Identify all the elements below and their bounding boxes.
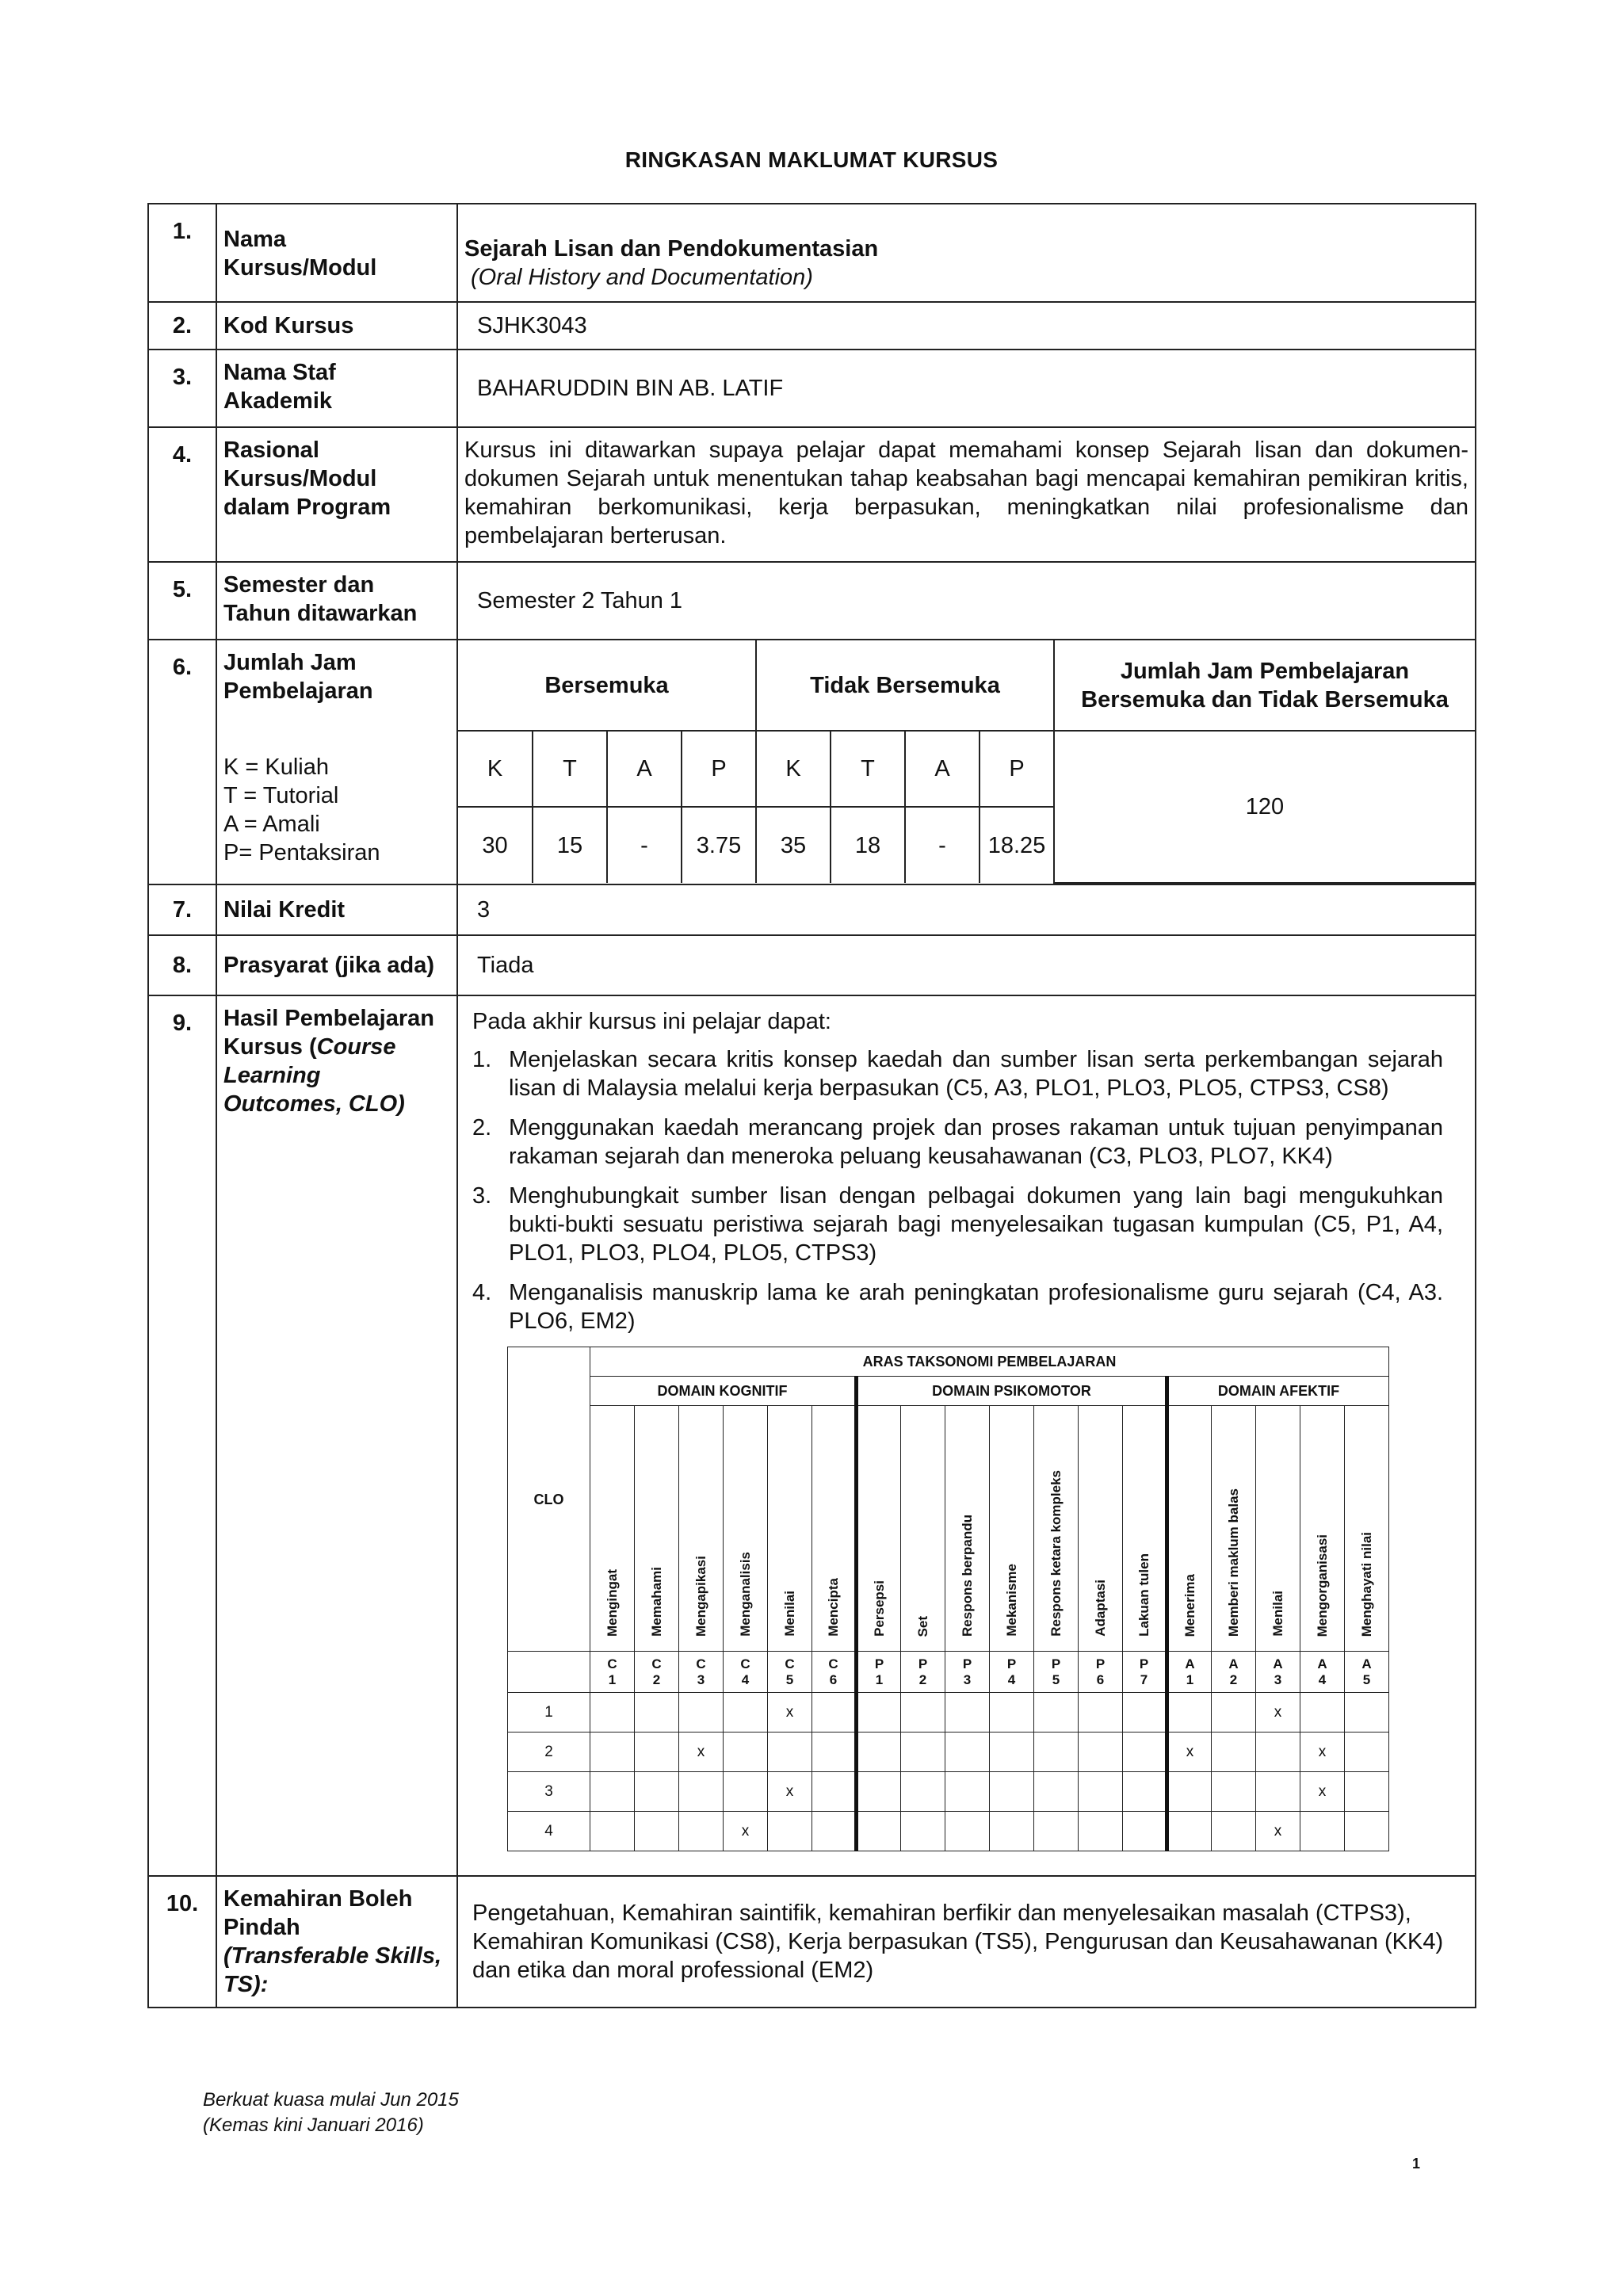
taxonomy-mark	[679, 1693, 724, 1733]
clo-item	[472, 1114, 1443, 1171]
code-letter: P	[962, 1656, 972, 1671]
row-label: Kod Kursus	[216, 302, 457, 350]
code-number: 1	[875, 1671, 884, 1687]
clo-text: Menganalisis manuskrip lama ke arah peningkatan profesionalisme guru sejarah (C4, A3. PLO6, EM2)	[509, 1280, 1443, 1334]
taxonomy-row	[508, 1772, 1389, 1812]
row-prerequisite	[148, 935, 1476, 995]
taxonomy-code	[1167, 1652, 1212, 1693]
clo-item	[472, 1278, 1443, 1335]
taxonomy-mark	[724, 1772, 768, 1812]
taxonomy-mark	[724, 1693, 768, 1733]
taxonomy-clo-header: CLO	[508, 1347, 590, 1652]
taxonomy-level-label: Mencipta	[825, 1578, 841, 1637]
hours-letter: K	[458, 731, 533, 807]
clo-item	[472, 1045, 1443, 1102]
taxonomy-mark	[1212, 1812, 1256, 1851]
row-number: 2.	[148, 302, 216, 350]
taxonomy-mark	[857, 1693, 901, 1733]
row-number: 8.	[148, 935, 216, 995]
code-letter: A	[1228, 1656, 1239, 1671]
taxonomy-level-label: Menerima	[1182, 1573, 1197, 1637]
taxonomy-code	[1345, 1652, 1389, 1693]
taxonomy-code	[990, 1652, 1034, 1693]
taxonomy-mark	[1345, 1693, 1389, 1733]
course-info-table	[147, 203, 1476, 2008]
row-label: Prasyarat (jika ada)	[216, 935, 457, 995]
code-letter: P	[874, 1656, 884, 1671]
row-number: 4.	[148, 427, 216, 562]
transferable-skills-value: Pengetahuan, Kemahiran saintifik, kemahiran berfikir dan menyelesaikan masalah (CTPS3), Kemahiran Komunikasi (CS8), Kerja berpasukan (TS5), Pengurusan dan Keusahawanan (KK4) dan etika dan moral professional (EM2)	[457, 1876, 1476, 2008]
taxonomy-mark	[1256, 1772, 1300, 1812]
page-title: RINGKASAN MAKLUMAT KURSUS	[624, 147, 999, 172]
clo-text: Menggunakan kaedah merancang projek dan proses rakaman untuk tujuan penyimpanan rakaman sejarah dan meneroka peluang keusahawanan (C3, PLO3, PLO7, KK4)	[509, 1115, 1443, 1169]
taxonomy-code	[1212, 1652, 1256, 1693]
taxonomy-mark	[901, 1693, 945, 1733]
taxonomy-mark	[679, 1772, 724, 1812]
total-hours: 120	[1054, 731, 1475, 883]
taxonomy-mark	[1123, 1693, 1167, 1733]
code-number: 2	[1229, 1671, 1238, 1687]
taxonomy-mark: x	[1167, 1733, 1212, 1772]
code-letter: C	[785, 1656, 795, 1671]
taxonomy-code-blank	[508, 1652, 590, 1693]
taxonomy-level	[857, 1406, 901, 1652]
row-academic-staff	[148, 350, 1476, 427]
taxonomy-mark	[1034, 1772, 1079, 1812]
footer-update-date: (Kemas kini Januari 2016)	[203, 2115, 424, 2136]
taxonomy-level	[768, 1406, 812, 1652]
row-number: 7.	[148, 884, 216, 935]
legend-line: A = Amali	[223, 812, 320, 837]
document-footer	[203, 2088, 459, 2138]
domain-kognitif: DOMAIN KOGNITIF	[590, 1377, 857, 1406]
taxonomy-mark	[1079, 1733, 1123, 1772]
taxonomy-mark	[901, 1812, 945, 1851]
taxonomy-mark	[901, 1733, 945, 1772]
taxonomy-mark	[1212, 1693, 1256, 1733]
row-number: 3.	[148, 350, 216, 427]
taxonomy-level	[1123, 1406, 1167, 1652]
taxonomy-mark	[590, 1772, 635, 1812]
taxonomy-level	[724, 1406, 768, 1652]
taxonomy-level-label: Adaptasi	[1092, 1580, 1108, 1637]
taxonomy-mark	[812, 1733, 857, 1772]
taxonomy-row	[508, 1693, 1389, 1733]
taxonomy-level	[901, 1406, 945, 1652]
hours-value: 15	[533, 807, 607, 883]
credit-value: 3	[457, 884, 1476, 935]
taxonomy-level	[990, 1406, 1034, 1652]
taxonomy-mark	[945, 1772, 990, 1812]
hours-value: 18.25	[980, 807, 1054, 883]
row-label: Jumlah Jam Pembelajaran K = Kuliah T = Tutorial A = Amali P= Pentaksiran	[216, 640, 457, 884]
clo-number: 2.	[472, 1115, 492, 1140]
code-number: 6	[1096, 1671, 1105, 1687]
footer-effective-date: Berkuat kuasa mulai Jun 2015	[203, 2089, 459, 2111]
taxonomy-mark	[1167, 1812, 1212, 1851]
taxonomy-row	[508, 1733, 1389, 1772]
taxonomy-level-label: Mengingat	[604, 1569, 620, 1637]
row-credit	[148, 884, 1476, 935]
taxonomy-mark	[1034, 1733, 1079, 1772]
taxonomy-level-label: Mengapikasi	[693, 1555, 708, 1637]
taxonomy-mark	[901, 1772, 945, 1812]
taxonomy-mark	[1167, 1772, 1212, 1812]
hours-table	[458, 640, 1475, 884]
taxonomy-mark	[1256, 1733, 1300, 1772]
taxonomy-level	[1212, 1406, 1256, 1652]
taxonomy-mark	[1034, 1812, 1079, 1851]
code-letter: A	[1361, 1656, 1372, 1671]
code-letter: P	[918, 1656, 928, 1671]
row-label: Kemahiran Boleh Pindah (Transferable Skills, TS):	[216, 1876, 457, 2008]
code-number: 6	[829, 1671, 838, 1687]
taxonomy-mark	[590, 1693, 635, 1733]
course-code-value: SJHK3043	[457, 302, 1476, 350]
taxonomy-level	[635, 1406, 679, 1652]
taxonomy-level	[590, 1406, 635, 1652]
taxonomy-code	[857, 1652, 901, 1693]
row-label: Nama Staf Akademik	[216, 350, 457, 427]
row-transferable-skills	[148, 1876, 1476, 2008]
hours-value: 30	[458, 807, 533, 883]
clo-intro: Pada akhir kursus ini pelajar dapat:	[472, 1009, 831, 1034]
hours-legend	[223, 753, 450, 867]
taxonomy-code	[1300, 1652, 1345, 1693]
taxonomy-mark	[990, 1693, 1034, 1733]
taxonomy-mark: x	[1256, 1693, 1300, 1733]
hours-letter: P	[682, 731, 756, 807]
taxonomy-mark	[857, 1733, 901, 1772]
taxonomy-clo-number: 1	[508, 1693, 590, 1733]
taxonomy-mark: x	[1256, 1812, 1300, 1851]
code-letter: A	[1185, 1656, 1195, 1671]
taxonomy-mark	[812, 1812, 857, 1851]
row-number: 5.	[148, 562, 216, 640]
taxonomy-level-label: Set	[915, 1615, 930, 1637]
hours-value: -	[905, 807, 980, 883]
taxonomy-mark: x	[679, 1733, 724, 1772]
code-number: 3	[697, 1671, 705, 1687]
code-letter: P	[1139, 1656, 1149, 1671]
taxonomy-mark	[1345, 1772, 1389, 1812]
code-number: 3	[1274, 1671, 1282, 1687]
taxonomy-level-label: Lakuan tulen	[1136, 1553, 1151, 1637]
taxonomy-mark	[590, 1733, 635, 1772]
taxonomy-row	[508, 1812, 1389, 1851]
taxonomy-level-label: Memberi maklum balas	[1225, 1488, 1241, 1637]
clo-text: Menjelaskan secara kritis konsep kaedah dan sumber lisan serta perkembangan sejarah lisan di Malaysia melalui kerja berpasukan (C5, A3, PLO1, PLO3, PLO5, CTPS3, CS8)	[509, 1047, 1443, 1101]
taxonomy-level-label: Respons ketara kompleks	[1048, 1470, 1064, 1637]
code-number: 1	[608, 1671, 617, 1687]
taxonomy-mark: x	[768, 1772, 812, 1812]
taxonomy-code	[812, 1652, 857, 1693]
row-label: Nama Kursus/Modul	[216, 204, 457, 302]
row-number: 6.	[148, 640, 216, 884]
code-number: 1	[1186, 1671, 1194, 1687]
taxonomy-code	[1079, 1652, 1123, 1693]
taxonomy-level-label: Menilai	[781, 1591, 797, 1637]
taxonomy-mark	[945, 1812, 990, 1851]
taxonomy-mark	[945, 1733, 990, 1772]
taxonomy-level	[1345, 1406, 1389, 1652]
taxonomy-code	[945, 1652, 990, 1693]
hours-value: 18	[831, 807, 905, 883]
taxonomy-code	[635, 1652, 679, 1693]
code-number: 4	[1318, 1671, 1327, 1687]
row-label: Hasil Pembelajaran Kursus (Course Learning Outcomes, CLO)	[216, 995, 457, 1876]
code-letter: P	[1006, 1656, 1017, 1671]
taxonomy-mark: x	[1300, 1733, 1345, 1772]
taxonomy-level	[812, 1406, 857, 1652]
code-number: 5	[1362, 1671, 1371, 1687]
taxonomy-mark	[635, 1812, 679, 1851]
row-clo	[148, 995, 1476, 1876]
header-bersemuka: Bersemuka	[458, 640, 756, 731]
row-semester	[148, 562, 1476, 640]
taxonomy-level-label: Mengorganisasi	[1314, 1534, 1330, 1637]
code-number: 2	[652, 1671, 661, 1687]
hours-letters-row	[458, 731, 1475, 807]
row-number: 1.	[148, 204, 216, 302]
hours-letter: A	[905, 731, 980, 807]
taxonomy-mark	[679, 1812, 724, 1851]
code-letter: P	[1095, 1656, 1106, 1671]
taxonomy-mark	[1034, 1693, 1079, 1733]
taxonomy-level-label: Memahami	[648, 1567, 664, 1637]
taxonomy-mark	[1079, 1812, 1123, 1851]
hours-value: 3.75	[682, 807, 756, 883]
taxonomy-code	[1256, 1652, 1300, 1693]
code-letter: C	[651, 1656, 662, 1671]
row-course-code	[148, 302, 1476, 350]
taxonomy-mark	[635, 1772, 679, 1812]
hours-letter: T	[831, 731, 905, 807]
legend-line: T = Tutorial	[223, 783, 339, 808]
prerequisite-value: Tiada	[457, 935, 1476, 995]
taxonomy-mark	[1212, 1733, 1256, 1772]
taxonomy-mark	[812, 1772, 857, 1812]
hours-letter: T	[533, 731, 607, 807]
code-number: 7	[1140, 1671, 1148, 1687]
taxonomy-level-label: Menganalisis	[737, 1552, 753, 1637]
taxonomy-mark	[635, 1693, 679, 1733]
taxonomy-mark	[1212, 1772, 1256, 1812]
hours-letter: K	[756, 731, 831, 807]
taxonomy-level	[945, 1406, 990, 1652]
clo-list	[472, 1045, 1443, 1335]
hours-value: 35	[756, 807, 831, 883]
taxonomy-mark	[1345, 1812, 1389, 1851]
taxonomy-code	[901, 1652, 945, 1693]
taxonomy-mark	[857, 1812, 901, 1851]
row-number: 10.	[148, 1876, 216, 2008]
taxonomy-mark	[1167, 1693, 1212, 1733]
taxonomy-clo-number: 3	[508, 1772, 590, 1812]
taxonomy-level	[1300, 1406, 1345, 1652]
academic-staff-value: BAHARUDDIN BIN AB. LATIF	[457, 350, 1476, 427]
taxonomy-mark	[990, 1772, 1034, 1812]
hours-value: -	[607, 807, 682, 883]
taxonomy-clo-number: 2	[508, 1733, 590, 1772]
row-learning-hours	[148, 640, 1476, 884]
rationale-value: Kursus ini ditawarkan supaya pelajar dapat memahami konsep Sejarah lisan dan dokumen-dokumen Sejarah untuk menentukan tahap keabsahan bagi mencapai kemahiran pemikiran kritis, kemahiran berkomunikasi, kerja berpasukan, meningkatkan nilai profesionalisme dan pembelajaran berterusan.	[457, 427, 1476, 562]
taxonomy-table	[507, 1347, 1389, 1851]
row-number: 9.	[148, 995, 216, 1876]
legend-line: P= Pentaksiran	[223, 840, 380, 865]
taxonomy-level	[1256, 1406, 1300, 1652]
taxonomy-mark	[724, 1733, 768, 1772]
taxonomy-level-label: Mekanisme	[1003, 1564, 1019, 1637]
taxonomy-level	[679, 1406, 724, 1652]
hours-letter: P	[980, 731, 1054, 807]
code-number: 2	[918, 1671, 927, 1687]
taxonomy-level-label: Persepsi	[871, 1580, 887, 1637]
row-label: Nilai Kredit	[216, 884, 457, 935]
taxonomy-code	[1034, 1652, 1079, 1693]
taxonomy-level	[1167, 1406, 1212, 1652]
row-label: Semester dan Tahun ditawarkan	[216, 562, 457, 640]
row-course-name	[148, 204, 1476, 302]
taxonomy-clo-number: 4	[508, 1812, 590, 1851]
domain-psikomotor: DOMAIN PSIKOMOTOR	[857, 1377, 1167, 1406]
taxonomy-mark	[1079, 1772, 1123, 1812]
code-number: 5	[1052, 1671, 1060, 1687]
taxonomy-title: ARAS TAKSONOMI PEMBELAJARAN	[590, 1347, 1389, 1377]
clo-content	[457, 995, 1476, 1876]
clo-text: Menghubungkait sumber lisan dengan pelbagai dokumen yang lain bagi mengukuhkan bukti-bukti sesuatu peristiwa sejarah bagi menyelesaikan tugasan kumpulan (C5, P1, A4, PLO1, PLO3, PLO4, PLO5, CTPS3)	[509, 1183, 1443, 1266]
row-label: Rasional Kursus/Modul dalam Program	[216, 427, 457, 562]
taxonomy-code	[724, 1652, 768, 1693]
taxonomy-mark	[1079, 1693, 1123, 1733]
taxonomy-code	[768, 1652, 812, 1693]
taxonomy-mark	[1300, 1693, 1345, 1733]
hours-letter: A	[607, 731, 682, 807]
domain-afektif: DOMAIN AFEKTIF	[1167, 1377, 1389, 1406]
taxonomy-code	[679, 1652, 724, 1693]
taxonomy-mark	[990, 1812, 1034, 1851]
clo-item	[472, 1182, 1443, 1267]
course-name-value: Sejarah Lisan dan Pendokumentasian (Oral History and Documentation)	[457, 204, 1476, 302]
code-number: 4	[741, 1671, 750, 1687]
code-letter: C	[607, 1656, 617, 1671]
semester-value: Semester 2 Tahun 1	[457, 562, 1476, 640]
code-letter: C	[696, 1656, 706, 1671]
taxonomy-mark	[1123, 1772, 1167, 1812]
clo-number: 1.	[472, 1047, 492, 1072]
code-number: 3	[963, 1671, 972, 1687]
legend-line: K = Kuliah	[223, 755, 330, 780]
header-tidak-bersemuka: Tidak Bersemuka	[756, 640, 1054, 731]
taxonomy-level-label: Menghayati nilai	[1358, 1531, 1374, 1637]
taxonomy-mark	[635, 1733, 679, 1772]
code-number: 4	[1007, 1671, 1016, 1687]
taxonomy-level-label: Respons berpandu	[959, 1515, 975, 1637]
taxonomy-mark	[1123, 1812, 1167, 1851]
taxonomy-mark	[1300, 1812, 1345, 1851]
code-letter: A	[1273, 1656, 1283, 1671]
taxonomy-level	[1079, 1406, 1123, 1652]
taxonomy-mark	[1345, 1733, 1389, 1772]
clo-number: 4.	[472, 1280, 492, 1305]
hours-table-cell	[457, 640, 1476, 884]
taxonomy-mark	[1123, 1733, 1167, 1772]
taxonomy-mark	[812, 1693, 857, 1733]
taxonomy-code	[1123, 1652, 1167, 1693]
taxonomy-mark	[990, 1733, 1034, 1772]
code-letter: C	[740, 1656, 750, 1671]
code-letter: A	[1317, 1656, 1327, 1671]
taxonomy-mark: x	[1300, 1772, 1345, 1812]
taxonomy-mark	[768, 1733, 812, 1772]
header-jumlah-jam: Jumlah Jam Pembelajaran Bersemuka dan Tidak Bersemuka	[1054, 640, 1475, 731]
taxonomy-level	[1034, 1406, 1079, 1652]
taxonomy-mark	[945, 1693, 990, 1733]
taxonomy-mark	[857, 1772, 901, 1812]
taxonomy-code	[590, 1652, 635, 1693]
taxonomy-mark	[768, 1812, 812, 1851]
code-number: 5	[785, 1671, 794, 1687]
code-letter: C	[828, 1656, 838, 1671]
clo-number: 3.	[472, 1183, 492, 1209]
taxonomy-mark: x	[768, 1693, 812, 1733]
page-number: 1	[1412, 2156, 1421, 2172]
taxonomy-mark: x	[724, 1812, 768, 1851]
row-rationale	[148, 427, 1476, 562]
taxonomy-level-label: Menilai	[1270, 1591, 1285, 1637]
code-letter: P	[1051, 1656, 1061, 1671]
taxonomy-mark	[590, 1812, 635, 1851]
